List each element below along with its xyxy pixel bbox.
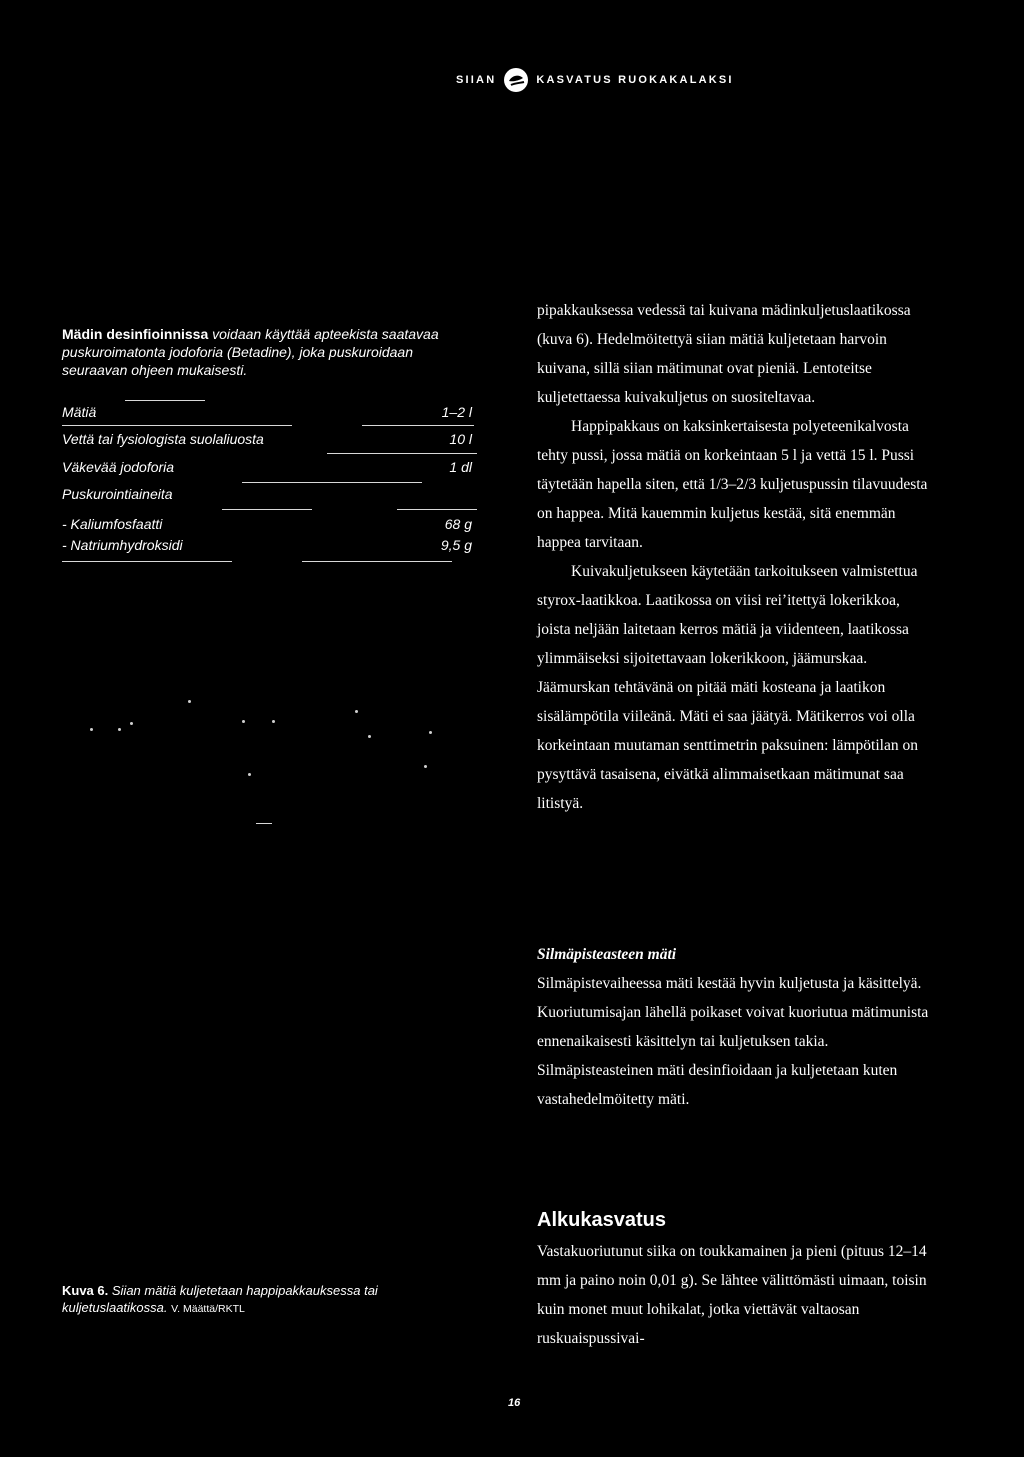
scan-speck <box>242 720 245 723</box>
recipe-label: - Kaliumfosfaatti <box>62 516 163 532</box>
header-left-word: SIIAN <box>456 74 497 86</box>
disinfection-intro <box>62 325 482 379</box>
scan-speck <box>429 731 432 734</box>
figure-caption <box>62 1282 482 1318</box>
recipe-value: 9,5 g <box>440 537 472 553</box>
recipe-value: 1–2 l <box>441 404 472 420</box>
section-title: Alkukasvatus <box>537 1209 666 1231</box>
scan-speck <box>368 735 371 738</box>
divider <box>362 425 474 426</box>
alkukasvatus-section <box>537 1207 937 1353</box>
right-column <box>537 296 937 818</box>
scan-speck <box>355 710 358 713</box>
eyed-egg-section <box>537 940 937 1114</box>
scan-speck <box>118 728 121 731</box>
divider <box>62 561 232 562</box>
section-subhead: Silmäpisteasteen mäti <box>537 946 677 963</box>
fish-logo-icon <box>502 66 530 94</box>
intro-bold: Mädin desinfioinnissa <box>62 326 209 342</box>
divider <box>327 453 477 454</box>
caption-label: Kuva 6. <box>62 1283 109 1298</box>
divider <box>222 509 312 510</box>
recipe-value: 10 l <box>449 431 472 447</box>
recipe-label: Vettä tai fysiologista suolaliuosta <box>62 431 264 447</box>
divider <box>397 509 477 510</box>
intro-italic: voidaan käyttää apteekista saatavaa puskuroimatonta jodoforia (Betadine), joka puskuroidaan seuraavan ohjeen mukaisesti. <box>62 326 439 378</box>
scan-speck <box>424 765 427 768</box>
header-right-words: KASVATUS RUOKAKALAKSI <box>536 74 734 86</box>
recipe-label: Puskurointiaineita <box>62 486 173 502</box>
recipe-row <box>62 431 472 451</box>
divider <box>302 561 452 562</box>
paragraph: Kuivakuljetukseen käytetään tarkoitukseen valmistettua styrox-laatikkoa. Laatikossa on viisi rei’itettyä lokerikkoa, joista neljään laitetaan kerros mätiä ja viidenteen, laatikossa ylimmäiseksi sijoitettavaan lokerikkoon, jäämurskaa. Jäämurskan tehtävänä on pitää mäti kosteana ja laatikon sisälämpötila viileänä. Mäti ei saa jäätyä. Mätikerros voi olla korkeintaan muutaman senttimetrin paksuinen: lämpötilan on pysyttävä tasaisena, eivätkä alimmaisetkaan mätimunat saa litistyä. <box>537 563 918 812</box>
page-header <box>456 66 734 94</box>
caption-credit: V. Määttä/RKTL <box>171 1303 245 1315</box>
recipe-row <box>62 486 472 506</box>
paragraph: Happipakkaus on kaksinkertaisesta polyeteenikalvosta tehty pussi, jossa mätiä on korkeintaan 5 l ja vettä 15 l. Pussi täytetään hapella siten, että 1/3–2/3 kuljetuspussin tilavuudesta on happea. Mitä kauemmin kuljetus kestää, sitä enemmän happea tarvitaan. <box>537 418 928 551</box>
divider <box>242 482 422 483</box>
recipe-label: Mätiä <box>62 404 97 420</box>
recipe-row <box>62 404 472 424</box>
scan-speck <box>272 720 275 723</box>
scan-speck <box>130 722 133 725</box>
scan-speck <box>188 700 191 703</box>
page-number: 16 <box>508 1397 521 1409</box>
recipe-row <box>62 459 472 479</box>
recipe-value: 68 g <box>444 516 472 532</box>
divider <box>125 400 205 401</box>
recipe-label: Väkevää jodoforia <box>62 459 175 475</box>
paragraph: Silmäpistevaiheessa mäti kestää hyvin kuljetusta ja käsittelyä. Kuoriutumisajan lähellä poikaset voivat kuoriutua mätimunista ennenaikaisesti käsittelyn tai kuljetuksen takia. Silmäpisteasteinen mäti desinfioidaan ja kuljetetaan kuten vastahedelmöitetty mäti. <box>537 975 929 1108</box>
recipe-row <box>62 516 472 536</box>
scan-speck <box>90 728 93 731</box>
recipe-label: - Natriumhydroksidi <box>62 537 183 553</box>
paragraph: Vastakuoriutunut siika on toukkamainen ja pieni (pituus 12–14 mm ja paino noin 0,01 g). Se lähtee välittömästi uimaan, toisin kuin monet muut lohikalat, jotka viettävät valtaosan ruskuaispussivai- <box>537 1243 927 1347</box>
divider <box>256 823 272 824</box>
recipe-value: 1 dl <box>449 459 472 475</box>
scan-speck <box>248 773 251 776</box>
caption-text: Siian mätiä kuljetetaan happipakkauksessa tai kuljetuslaatikossa. <box>62 1283 378 1315</box>
paragraph: pipakkauksessa vedessä tai kuivana mädinkuljetuslaatikossa (kuva 6). Hedelmöitettyä siian mätiä kuljetetaan harvoin kuivana, sillä siian mätimunat ovat pieniä. Lentoteitse kuljetettaessa kuivakuljetus on suositeltavaa. <box>537 302 911 406</box>
divider <box>62 425 292 426</box>
recipe-row <box>62 537 472 557</box>
